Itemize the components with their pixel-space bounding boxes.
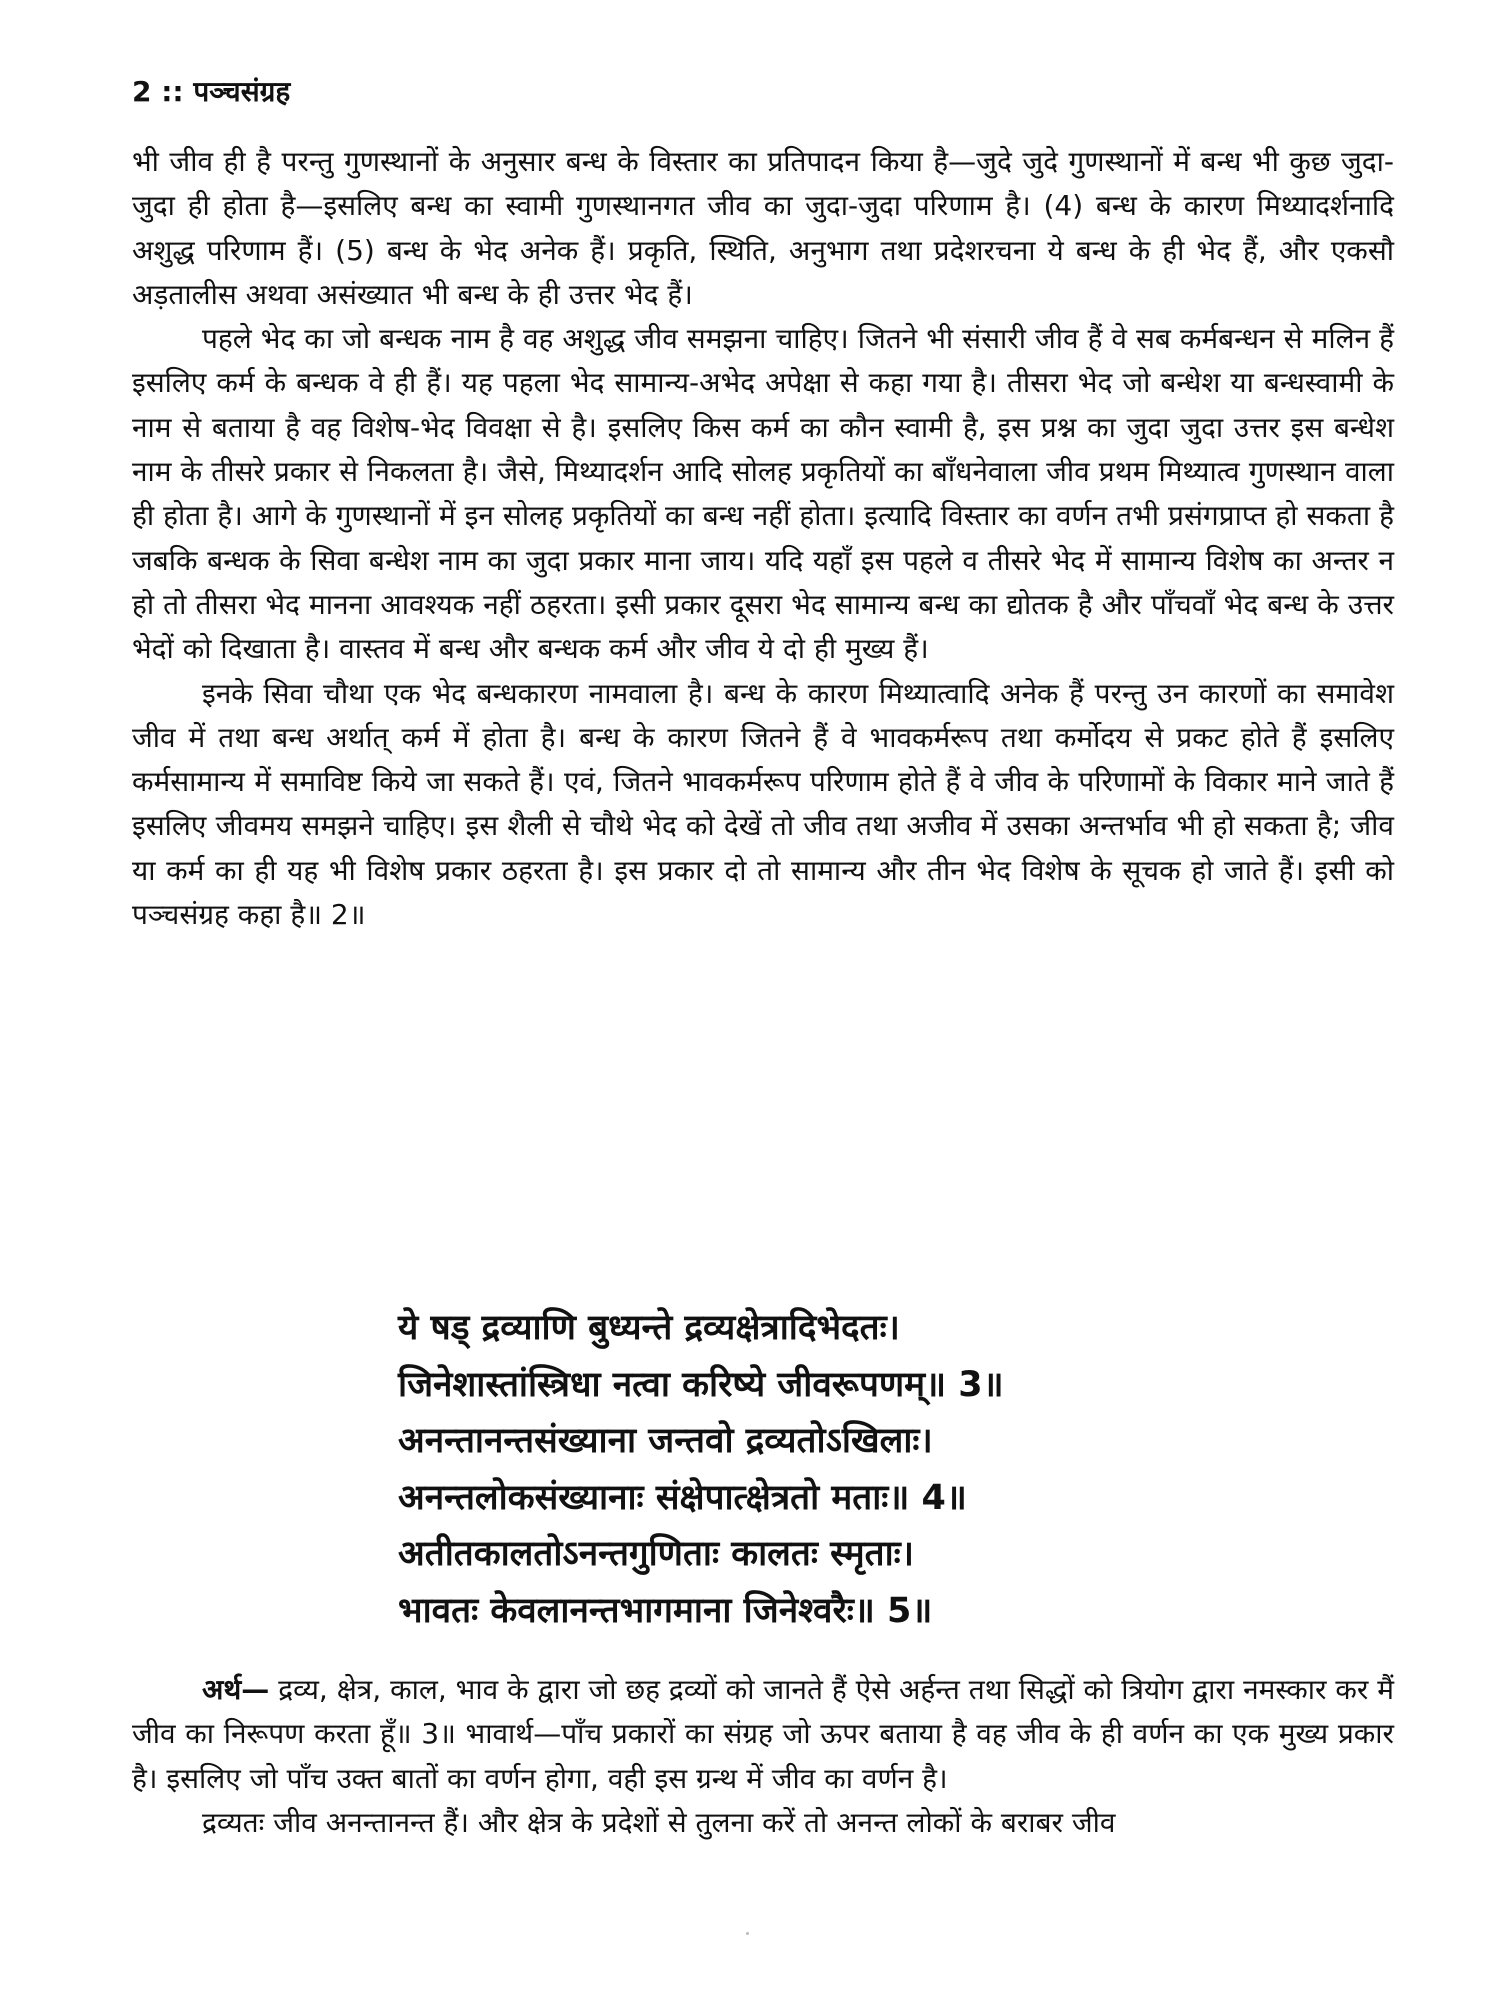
verse-line: अनन्तानन्तसंख्याना जन्तवो द्रव्यतोऽखिलाः। <box>398 1421 933 1461</box>
verse-line: भावतः केवलानन्तभागमाना जिनेश्वरैः॥ 5॥ <box>398 1590 933 1631</box>
sanskrit-verses <box>398 1300 1358 1639</box>
paragraph: इनके सिवा चौथा एक भेद बन्धकारण नामवाला है। बन्ध के कारण मिथ्यात्वादि अनेक हैं परन्तु उन कारणों का समावेश जीव में तथा बन्ध अर्थात् कर्म में होता है। बन्ध के कारण जितने हैं वे भावकर्मरूप तथा कर्मोदय से प्रकट होते हैं इसलिए कर्मसामान्य में समाविष्ट किये जा सकते हैं। एवं, जितने भावकर्मरूप परिणाम होते हैं वे जीव के परिणामों के विकार माने जाते हैं इसलिए जीवमय समझने चाहिए। इस शैली से चौथे भेद को देखें तो जीव तथा अजीव में उसका अन्तर्भाव भी हो सकता है; जीव या कर्म का ही यह भी विशेष प्रकार ठहरता है। इस प्रकार दो तो सामान्य और तीन भेद विशेष के सूचक हो जाते हैं। इसी को पञ्चसंग्रह कहा है॥ 2॥ <box>132 676 1394 932</box>
paragraph: द्रव्यतः जीव अनन्तानन्त हैं। और क्षेत्र के प्रदेशों से तुलना करें तो अनन्त लोकों के बराबर जीव <box>202 1805 1116 1839</box>
paragraph-continued: भी जीव ही है परन्तु गुणस्थानों के अनुसार बन्ध के विस्तार का प्रतिपादन किया है—जुदे जुदे गुणस्थानों में बन्ध भी कुछ जुदा-जुदा ही होता है—इसलिए बन्ध का स्वामी गुणस्थानगत जीव का जुदा-जुदा परिणाम है। (4) बन्ध के कारण मिथ्यादर्शनादि अशुद्ध परिणाम हैं। (5) बन्ध के भेद अनेक हैं। प्रकृति, स्थिति, अनुभाग तथा प्रदेशरचना ये बन्ध के ही भेद हैं, और एकसौ अड़तालीस अथवा असंख्यात भी बन्ध के ही उत्तर भेद हैं। <box>132 145 1394 311</box>
artha-label: अर्थ— <box>202 1673 270 1706</box>
commentary-block <box>132 140 1394 937</box>
verse-line: जिनेशास्तांस्त्रिधा नत्वा करिष्ये जीवरूपणम्॥ 3॥ <box>398 1364 1004 1405</box>
verse-line: अनन्तलोकसंख्यानाः संक्षेपात्क्षेत्रतो मताः॥ 4॥ <box>398 1477 967 1518</box>
running-head: 2 :: पञ्चसंग्रह <box>132 75 291 108</box>
scan-dot <box>746 1932 749 1935</box>
paragraph: पहले भेद का जो बन्धक नाम है वह अशुद्ध जीव समझना चाहिए। जितने भी संसारी जीव हैं वे सब कर्मबन्धन से मलिन हैं इसलिए कर्म के बन्धक वे ही हैं। यह पहला भेद सामान्य-अभेद अपेक्षा से कहा गया है। तीसरा भेद जो बन्धेश या बन्धस्वामी के नाम से बताया है वह विशेष-भेद विवक्षा से है। इसलिए किस कर्म का कौन स्वामी है, इस प्रश्न का जुदा जुदा उत्तर इस बन्धेश नाम के तीसरे प्रकार से निकलता है। जैसे, मिथ्यादर्शन आदि सोलह प्रकृतियों का बाँधनेवाला जीव प्रथम मिथ्यात्व गुणस्थान वाला ही होता है। आगे के गुणस्थानों में इन सोलह प्रकृतियों का बन्ध नहीं होता। इत्यादि विस्तार का वर्णन तभी प्रसंगप्राप्त हो सकता है जबकि बन्धक के सिवा बन्धेश नाम का जुदा प्रकार माना जाय। यदि यहाँ इस पहले व तीसरे भेद में सामान्य विशेष का अन्तर न हो तो तीसरा भेद मानना आवश्यक नहीं ठहरता। इसी प्रकार दूसरा भेद सामान्य बन्ध का द्योतक है और पाँचवाँ भेद बन्ध के उत्तर भेदों को दिखाता है। वास्तव में बन्ध और बन्धक कर्म और जीव ये दो ही मुख्य हैं। <box>132 322 1394 666</box>
verse-line: अतीतकालतोऽनन्तगुणिताः कालतः स्मृताः। <box>398 1534 915 1574</box>
translation-block <box>132 1668 1394 1845</box>
artha-paragraph <box>132 1668 1394 1801</box>
verse-line: ये षड् द्रव्याणि बुध्यन्ते द्रव्यक्षेत्रादिभेदतः। <box>398 1308 900 1348</box>
artha-text: द्रव्य, क्षेत्र, काल, भाव के द्वारा जो छह द्रव्यों को जानते हैं ऐसे अर्हन्त तथा सिद्धों को त्रियोग द्वारा नमस्कार कर मैं जीव का निरूपण करता हूँ॥ 3॥ भावार्थ—पाँच प्रकारों का संग्रह जो ऊपर बताया है वह जीव के ही वर्णन का एक मुख्य प्रकार है। इसलिए जो पाँच उक्त बातों का वर्णन होगा, वही इस ग्रन्थ में जीव का वर्णन है। <box>132 1673 1394 1795</box>
